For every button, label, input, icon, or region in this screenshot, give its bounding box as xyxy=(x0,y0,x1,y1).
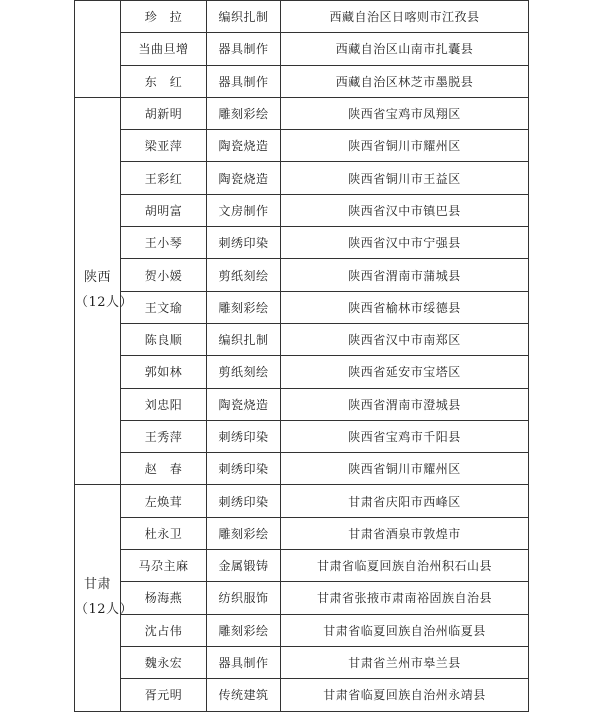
person-name-cell: 胡明富 xyxy=(121,194,207,226)
craft-category-cell: 器具制作 xyxy=(207,65,281,97)
table-row xyxy=(75,517,529,549)
person-name-cell: 东 红 xyxy=(121,65,207,97)
table-row xyxy=(75,291,529,323)
person-name-cell: 陈良顺 xyxy=(121,323,207,355)
table-row xyxy=(75,485,529,517)
craft-category-cell: 陶瓷烧造 xyxy=(207,130,281,162)
person-name-cell: 珍 拉 xyxy=(121,1,207,33)
location-cell: 甘肃省兰州市皋兰县 xyxy=(281,646,529,678)
person-name-cell: 赵 春 xyxy=(121,453,207,485)
region-cell xyxy=(75,1,121,98)
craft-category-cell: 刺绣印染 xyxy=(207,485,281,517)
person-name-cell: 王文瑜 xyxy=(121,291,207,323)
location-cell: 陕西省渭南市澄城县 xyxy=(281,388,529,420)
craft-category-cell: 雕刻彩绘 xyxy=(207,517,281,549)
region-count: （12人） xyxy=(75,295,134,311)
table-row xyxy=(75,614,529,646)
craft-category-cell: 器具制作 xyxy=(207,646,281,678)
location-cell: 西藏自治区林芝市墨脱县 xyxy=(281,65,529,97)
table-row xyxy=(75,162,529,194)
region-cell xyxy=(75,485,134,711)
table-row xyxy=(75,679,529,711)
craft-category-cell: 陶瓷烧造 xyxy=(207,162,281,194)
location-cell: 甘肃省临夏回族自治州积石山县 xyxy=(281,550,529,582)
region-name: 陕西 xyxy=(83,270,111,286)
craft-category-cell: 编织扎制 xyxy=(207,1,281,33)
person-name-cell: 王小琴 xyxy=(121,227,207,259)
location-cell: 陕西省汉中市南郑区 xyxy=(281,323,529,355)
region-name: 甘肃 xyxy=(83,577,111,593)
craft-category-cell: 刺绣印染 xyxy=(207,453,281,485)
location-cell: 陕西省宝鸡市千阳县 xyxy=(281,420,529,452)
person-name-cell: 刘忠阳 xyxy=(121,388,207,420)
craft-category-cell: 金属锻铸 xyxy=(207,550,281,582)
craft-category-cell: 刺绣印染 xyxy=(207,420,281,452)
table-row xyxy=(75,1,529,33)
table-row xyxy=(75,420,529,452)
table-row xyxy=(75,259,529,291)
craft-category-cell: 剪纸刻绘 xyxy=(207,259,281,291)
craft-category-cell: 刺绣印染 xyxy=(207,227,281,259)
table-row xyxy=(75,65,529,97)
person-name-cell: 当曲旦增 xyxy=(121,33,207,65)
location-cell: 陕西省铜川市耀州区 xyxy=(281,130,529,162)
table-row xyxy=(75,453,529,485)
person-name-cell: 杨海燕 xyxy=(121,582,207,614)
location-cell: 西藏自治区山南市扎囊县 xyxy=(281,33,529,65)
roster-table xyxy=(74,0,529,712)
table-row xyxy=(75,356,529,388)
location-cell: 陕西省宝鸡市凤翔区 xyxy=(281,97,529,129)
person-name-cell: 胥元明 xyxy=(121,679,207,711)
location-cell: 陕西省铜川市王益区 xyxy=(281,162,529,194)
location-cell: 陕西省汉中市镇巴县 xyxy=(281,194,529,226)
craft-category-cell: 器具制作 xyxy=(207,33,281,65)
person-name-cell: 马尕主麻 xyxy=(121,550,207,582)
table-row xyxy=(75,646,529,678)
person-name-cell: 杜永卫 xyxy=(121,517,207,549)
craft-category-cell: 剪纸刻绘 xyxy=(207,356,281,388)
person-name-cell: 梁亚萍 xyxy=(121,130,207,162)
location-cell: 甘肃省临夏回族自治州临夏县 xyxy=(281,614,529,646)
person-name-cell: 胡新明 xyxy=(121,97,207,129)
location-cell: 甘肃省临夏回族自治州永靖县 xyxy=(281,679,529,711)
craft-category-cell: 编织扎制 xyxy=(207,323,281,355)
table-row xyxy=(75,323,529,355)
table-row xyxy=(75,582,529,614)
table-row xyxy=(75,130,529,162)
location-cell: 西藏自治区日喀则市江孜县 xyxy=(281,1,529,33)
region-cell xyxy=(75,97,134,485)
location-cell: 陕西省延安市宝塔区 xyxy=(281,356,529,388)
location-cell: 陕西省汉中市宁强县 xyxy=(281,227,529,259)
craft-category-cell: 陶瓷烧造 xyxy=(207,388,281,420)
location-cell: 甘肃省酒泉市敦煌市 xyxy=(281,517,529,549)
craft-category-cell: 文房制作 xyxy=(207,194,281,226)
craft-category-cell: 雕刻彩绘 xyxy=(207,291,281,323)
craft-category-cell: 雕刻彩绘 xyxy=(207,97,281,129)
person-name-cell: 王彩红 xyxy=(121,162,207,194)
table-row xyxy=(75,33,529,65)
location-cell: 陕西省榆林市绥德县 xyxy=(281,291,529,323)
location-cell: 甘肃省张掖市肃南裕固族自治县 xyxy=(281,582,529,614)
person-name-cell: 魏永宏 xyxy=(121,646,207,678)
table-row xyxy=(75,550,529,582)
table-row xyxy=(75,194,529,226)
craft-category-cell: 纺织服饰 xyxy=(207,582,281,614)
location-cell: 陕西省铜川市耀州区 xyxy=(281,453,529,485)
person-name-cell: 郭如林 xyxy=(121,356,207,388)
table-row xyxy=(75,227,529,259)
location-cell: 甘肃省庆阳市西峰区 xyxy=(281,485,529,517)
person-name-cell: 左焕茸 xyxy=(121,485,207,517)
person-name-cell: 贺小媛 xyxy=(121,259,207,291)
person-name-cell: 沈占伟 xyxy=(121,614,207,646)
location-cell: 陕西省渭南市蒲城县 xyxy=(281,259,529,291)
craft-category-cell: 雕刻彩绘 xyxy=(207,614,281,646)
craft-category-cell: 传统建筑 xyxy=(207,679,281,711)
table-row xyxy=(75,388,529,420)
person-name-cell: 王秀萍 xyxy=(121,420,207,452)
table-row xyxy=(75,97,529,129)
region-count: （12人） xyxy=(75,601,134,617)
roster-table-body xyxy=(75,1,529,712)
